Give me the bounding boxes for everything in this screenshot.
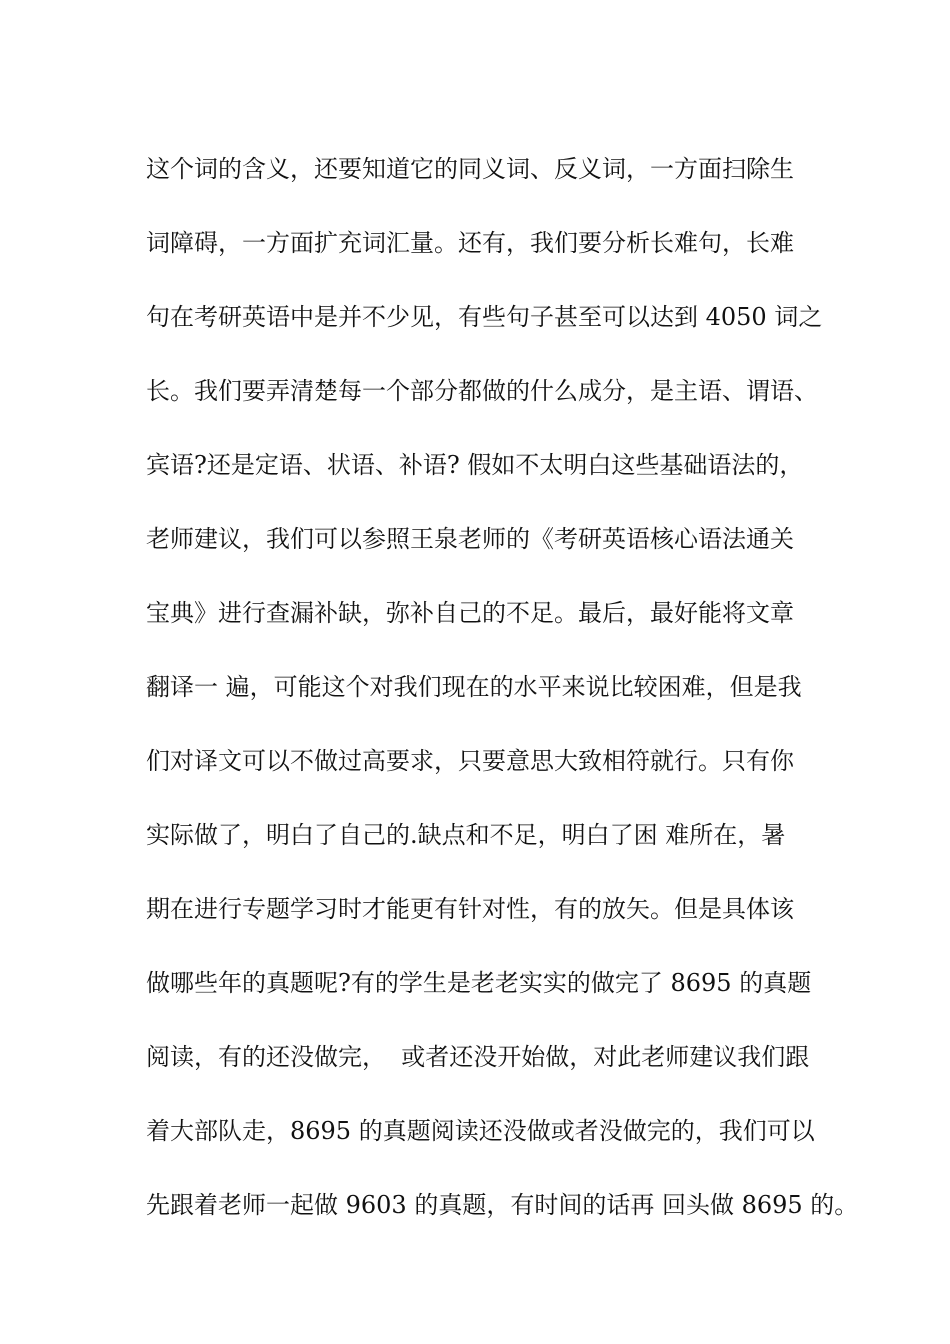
text-line-9: 们对译文可以不做过高要求，只要意思大致相符就行。只有你 [146, 747, 794, 775]
text-line-7: 宝典》进行查漏补缺，弥补自己的不足。最后，最好能将文章 [146, 599, 794, 627]
text-line-8: 翻译一 遍，可能这个对我们现在的水平来说比较困难，但是我 [146, 673, 802, 701]
text-line-6: 老师建议，我们可以参照王泉老师的《考研英语核心语法通关 [146, 525, 794, 553]
text-line-13: 阅读，有的还没做完， 或者还没开始做，对此老师建议我们跟 [146, 1043, 810, 1071]
text-line-3: 句在考研英语中是并不少见，有些句子甚至可以达到 4050 词之 [146, 303, 823, 331]
text-line-10: 实际做了，明白了自己的.缺点和不足，明白了困 难所在，暑 [146, 821, 786, 849]
text-line-11: 期在进行专题学习时才能更有针对性，有的放矢。但是具体该 [146, 895, 794, 923]
document-body [146, 132, 859, 1242]
text-line-1: 这个词的含义，还要知道它的同义词、反义词，一方面扫除生 [146, 155, 794, 183]
text-line-2: 词障碍，一方面扩充词汇量。还有，我们要分析长难句，长难 [146, 229, 794, 257]
text-line-14: 着大部队走，8695 的真题阅读还没做或者没做完的，我们可以 [146, 1117, 815, 1145]
text-line-15: 先跟着老师一起做 9603 的真题，有时间的话再 回头做 8695 的。 [146, 1191, 859, 1219]
text-line-4: 长。我们要弄清楚每一个部分都做的什么成分，是主语、谓语、 [146, 377, 818, 405]
text-line-5: 宾语?还是定语、状语、补语? 假如不太明白这些基础语法的， [146, 451, 804, 479]
text-line-12: 做哪些年的真题呢?有的学生是老老实实的做完了 8695 的真题 [146, 969, 812, 997]
